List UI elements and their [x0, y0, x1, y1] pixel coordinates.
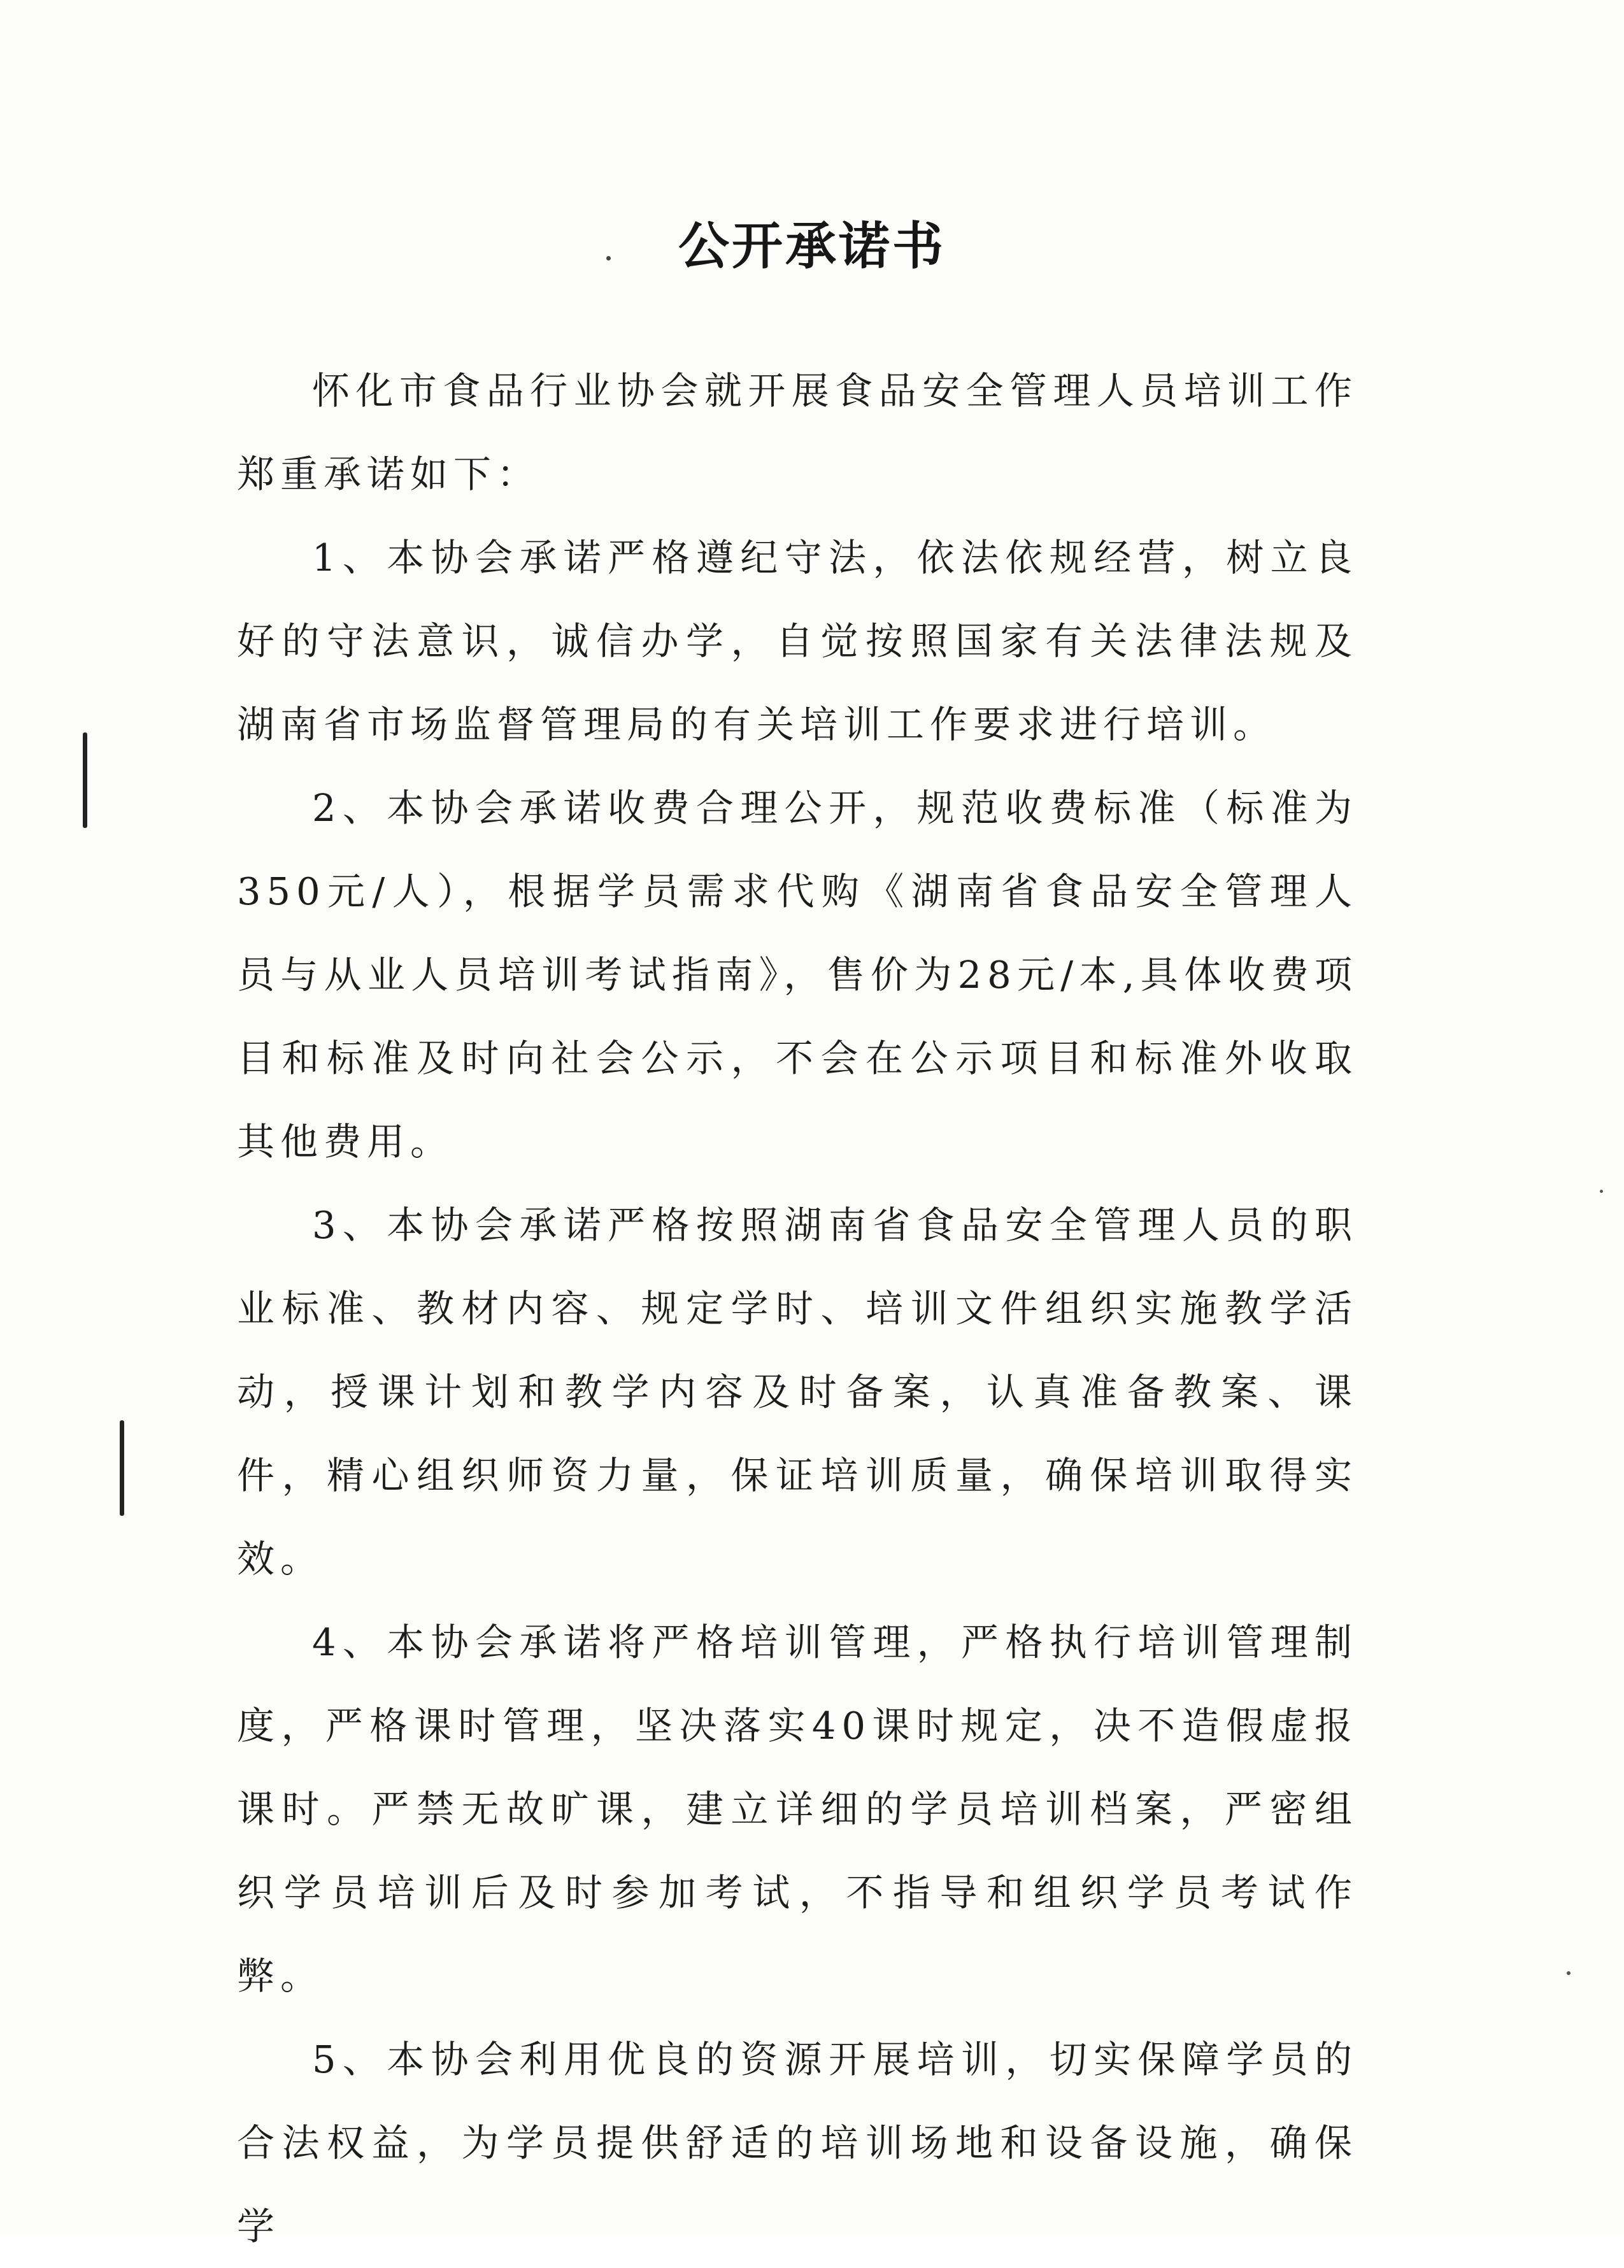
- document-body: [237, 349, 1358, 2268]
- commitment-item-3: 3、本协会承诺严格按照湖南省食品安全管理人员的职业标准、教材内容、规定学时、培训文件组织实施教学活动，授课计划和教学内容及时备案，认真准备教案、课件，精心组织师资力量，保证培训质量，确保培训取得实效。: [237, 1203, 1358, 1581]
- commitment-item-1: 1、本协会承诺严格遵纪守法，依法依规经营，树立良好的守法意识，诚信办学，自觉按照国家有关法律法规及湖南省市场监督管理局的有关培训工作要求进行培训。: [237, 536, 1358, 746]
- scan-speck: [1567, 1971, 1571, 1975]
- document-title: 公开承诺书: [678, 217, 946, 276]
- binding-hole-mark: [83, 732, 87, 828]
- commitment-item-4: 4、本协会承诺将严格培训管理，严格执行培训管理制度，严格课时管理，坚决落实40课时规定，决不造假虚报课时。严禁无故旷课，建立详细的学员培训档案，严密组织学员培训后及时参加考试，不指导和组织学员考试作弊。: [237, 1620, 1358, 1998]
- ink-dot: [606, 256, 611, 260]
- commitment-item-2: 2、本协会承诺收费合理公开，规范收费标准（标准为350元/人），根据学员需求代购《湖南省食品安全管理人员与从业人员培训考试指南》，售价为28元/本,具体收费项目和标准及时向社会公示，不会在公示项目和标准外收取其他费用。: [237, 786, 1358, 1164]
- intro-paragraph: 怀化市食品行业协会就开展食品安全管理人员培训工作郑重承诺如下：: [237, 369, 1358, 496]
- scan-speck: [1600, 1190, 1603, 1193]
- commitment-item-5: 5、本协会利用优良的资源开展培训，切实保障学员的合法权益，为学员提供舒适的培训场地和设备设施，确保学: [237, 2037, 1358, 2248]
- binding-hole-mark: [120, 1420, 124, 1516]
